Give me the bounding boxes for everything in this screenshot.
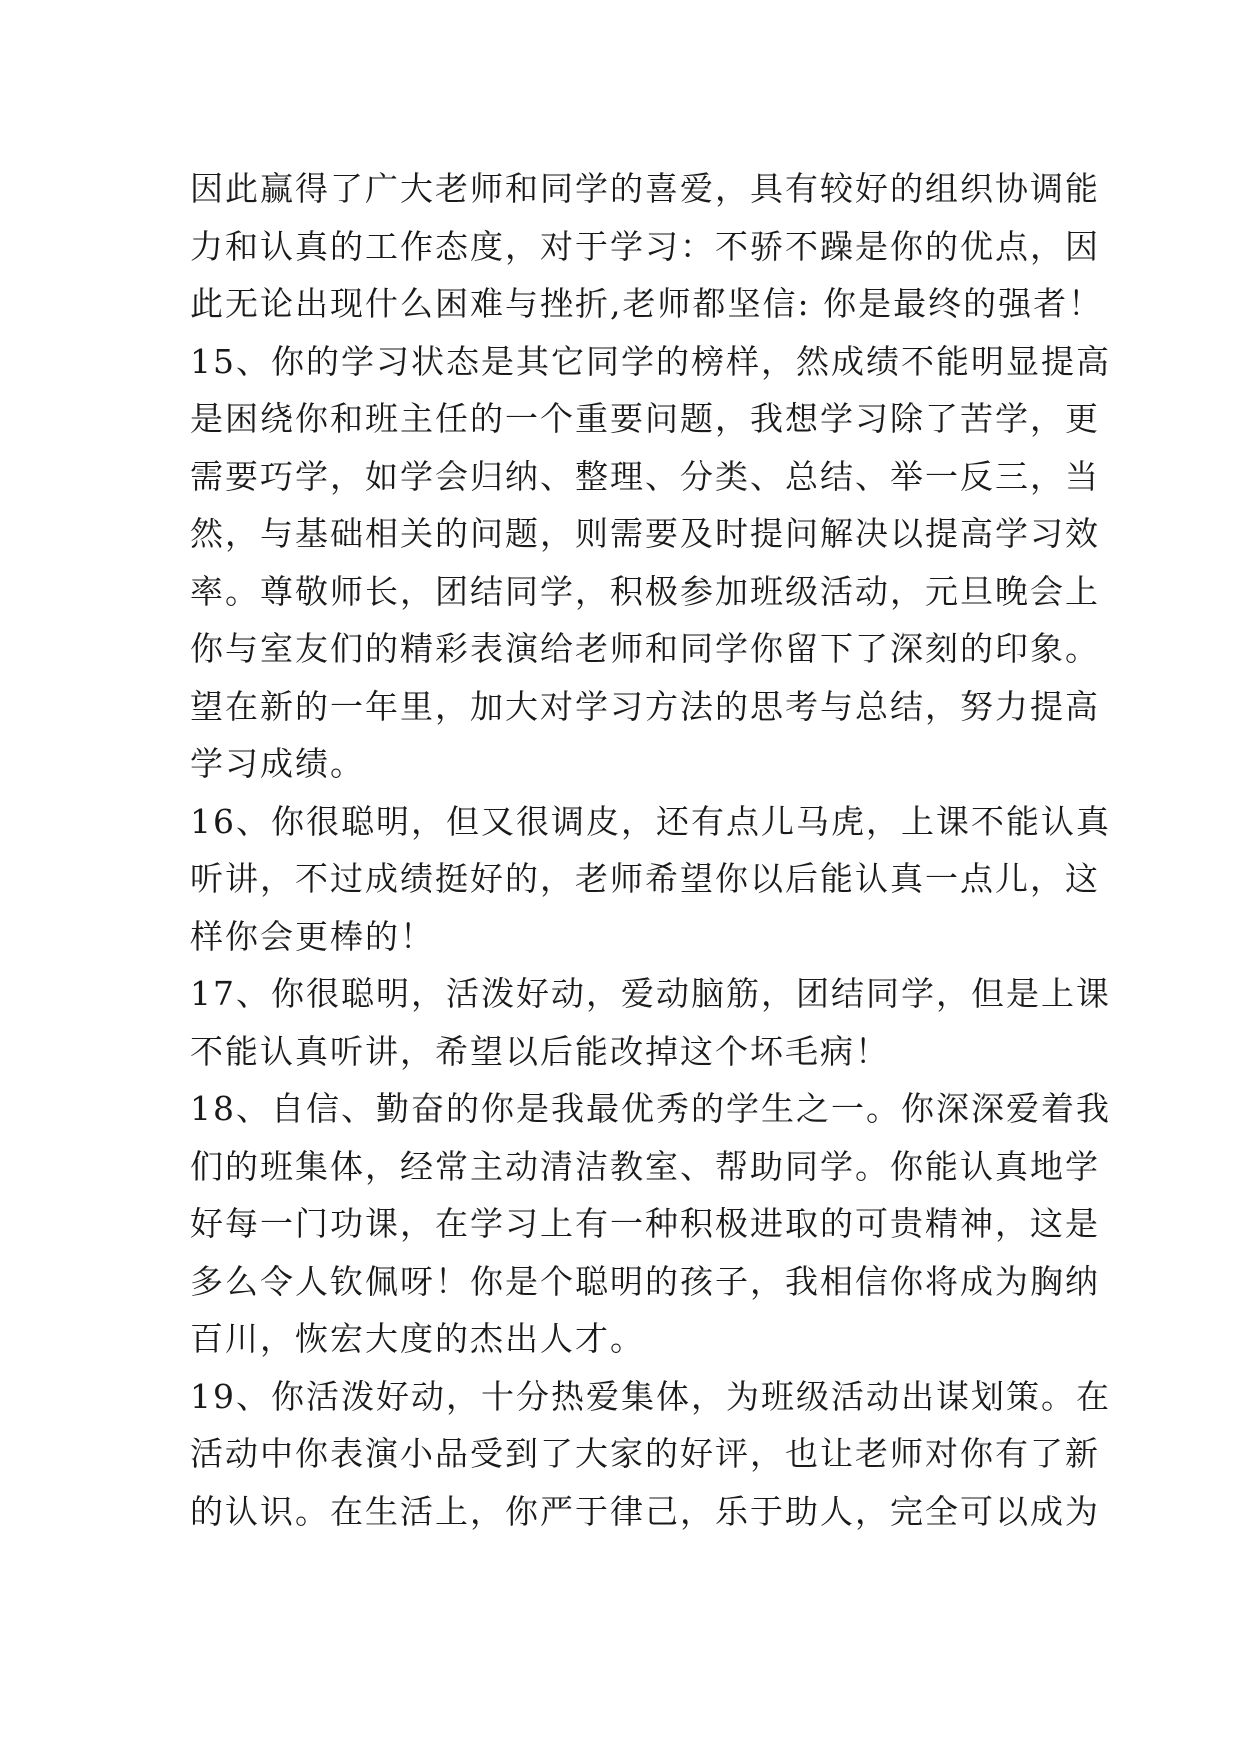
- text-line: 率。尊敬师长，团结同学，积极参加班级活动，元旦晚会上: [190, 571, 1100, 611]
- document-body-text: [190, 160, 1111, 1540]
- text-line: 16、你很聪明，但又很调皮，还有点儿马虎，上课不能认真: [190, 801, 1111, 841]
- text-line: 望在新的一年里，加大对学习方法的思考与总结，努力提高: [190, 686, 1100, 726]
- text-line: 百川，恢宏大度的杰出人才。: [190, 1319, 645, 1358]
- text-line: 此无论出现什么困难与挫折,老师都坚信: 你是最终的强者！: [190, 284, 1104, 323]
- text-line: 活动中你表演小品受到了大家的好评，也让老师对你有了新: [190, 1434, 1100, 1473]
- text-line: 多么令人钦佩呀！你是个聪明的孩子，我相信你将成为胸纳: [190, 1261, 1100, 1301]
- text-line: 样你会更棒的！: [190, 916, 435, 956]
- text-line: 学习成绩。: [190, 744, 365, 783]
- text-line: 15、你的学习状态是其它同学的榜样，然成绩不能明显提高: [190, 341, 1111, 381]
- text-line: 因此赢得了广大老师和同学的喜爱，具有较好的组织协调能: [190, 169, 1100, 208]
- text-line: 你与室友们的精彩表演给老师和同学你留下了深刻的印象。: [190, 629, 1100, 668]
- text-line: 们的班集体，经常主动清洁教室、帮助同学。你能认真地学: [190, 1146, 1100, 1186]
- text-line: 的认识。在生活上，你严于律己，乐于助人，完全可以成为: [190, 1491, 1100, 1531]
- text-line: 然，与基础相关的问题，则需要及时提问解决以提高学习效: [190, 514, 1100, 553]
- text-line: 好每一门功课，在学习上有一种积极进取的可贵精神，这是: [190, 1204, 1100, 1243]
- text-line: 听讲，不过成绩挺好的，老师希望你以后能认真一点儿，这: [190, 859, 1100, 898]
- text-line: 不能认真听讲，希望以后能改掉这个坏毛病！: [190, 1031, 890, 1071]
- text-line: 17、你很聪明，活泼好动，爱动脑筋，团结同学，但是上课: [190, 974, 1111, 1013]
- text-line: 18、自信、勤奋的你是我最优秀的学生之一。你深深爱着我: [190, 1089, 1111, 1128]
- text-line: 力和认真的工作态度，对于学习：不骄不躁是你的优点，因: [190, 226, 1100, 266]
- text-line: 需要巧学，如学会归纳、整理、分类、总结、举一反三，当: [190, 456, 1100, 496]
- text-line: 19、你活泼好动，十分热爱集体，为班级活动出谋划策。在: [190, 1376, 1111, 1416]
- text-line: 是困绕你和班主任的一个重要问题，我想学习除了苦学，更: [190, 399, 1100, 438]
